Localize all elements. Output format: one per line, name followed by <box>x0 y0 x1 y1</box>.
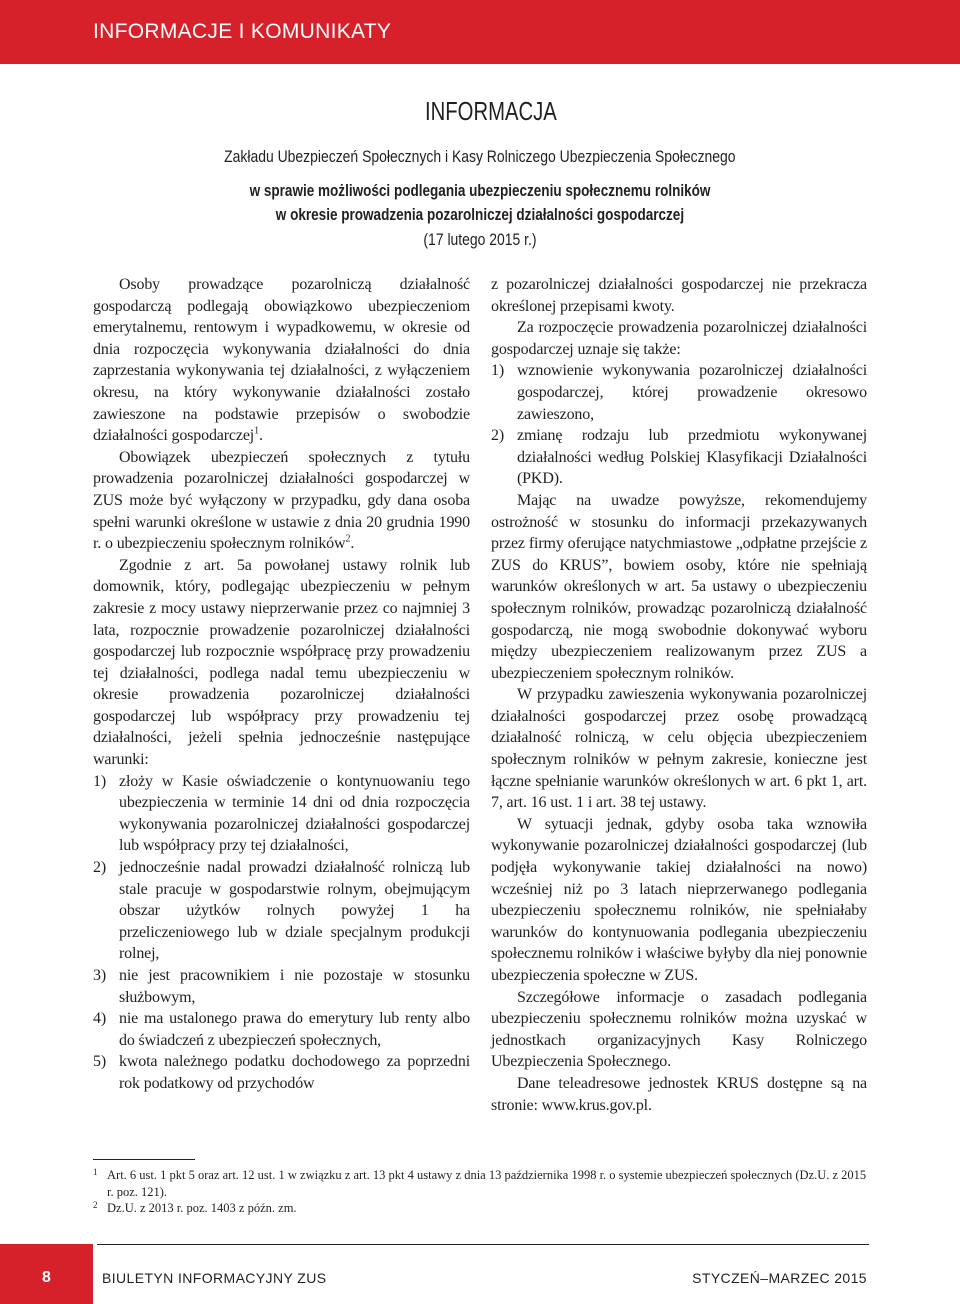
footnote-ref: 1 <box>254 425 259 437</box>
left-column <box>93 274 470 1095</box>
list-item: 4) nie ma ustalonego prawa do emerytury lub renty albo do świadczeń z ubezpieczeń społecznych, <box>93 1010 470 1049</box>
list-item: 1) złoży w Kasie oświadczenie o kontynuowaniu tego ubezpieczenia w terminie 14 dni od dnia rozpoczęcia wykonywania pozarolniczej działalności gospodarczej lub współpracy przy tej działalności, <box>93 772 470 855</box>
paragraph: Szczegółowe informacje o zasadach podlegania ubezpieczeniu społecznemu rolników można uzyskać w jednostkach organizacyjnych Kasy Rolniczego Ubezpieczenia Społecznego. <box>491 988 867 1071</box>
paragraph: Za rozpoczęcie prowadzenia pozarolniczej działalności gospodarczej uznaje się także: <box>491 319 867 358</box>
footer-divider <box>97 1244 869 1245</box>
paragraph: Osoby prowadzące pozarolniczą działalność gospodarczą podlegają obowiązkowo ubezpieczeniom emerytalnemu, rentowym i wypadkowemu, w okresie od dnia rozpoczęcia wykonywania działalności do dnia zaprzestania wykonywania tej działalności, z wyłączeniem okresu, na który wykonywanie działalności zostało zawieszone na podstawie przepisów o swobodzie działalności gospodarczej$^1$. <box>93 276 470 445</box>
footnote: 1 Art. 6 ust. 1 pkt 5 oraz art. 12 ust. 1 w związku z art. 13 pkt 4 ustawy z dnia 13 października 1998 r. o systemie ubezpieczeń społecznych (Dz.U. z 2015 r. poz. 121). <box>93 1167 867 1199</box>
start-conditions-list <box>491 360 867 490</box>
list-item: 3) nie jest pracownikiem i nie pozostaje w stosunku służbowym, <box>93 967 470 1006</box>
document-date: (17 lutego 2015 r.) <box>423 230 537 249</box>
list-item: 2) zmianę rodzaju lub przedmiotu wykonywanej działalności według Polskiej Klasyfikacji Działalności (PKD). <box>491 427 867 488</box>
paragraph: Obowiązek ubezpieczeń społecznych z tytułu prowadzenia pozarolniczej działalności gospodarczej w ZUS może być wyłączony w przypadku, gdy dana osoba spełni warunki określone w ustawie z dnia 20 grudnia 1990 r. o ubezpieczeniu społecznym rolników$^2$. <box>93 448 470 553</box>
paragraph: Zgodnie z art. 5a powołanej ustawy rolnik lub domownik, który, podlegając ubezpieczeniu w pełnym zakresie z mocy ustawy nieprzerwanie przez co najmniej 3 lata, rozpocznie prowadzenie pozarolniczej działalności gospodarczej lub rozpocznie współpracę przy prowadzeniu tej działalności, podlega nadal temu ubezpieczeniu w okresie prowadzenia pozarolniczej działalności gospodarczej lub współpracy przy prowadzeniu tej działalności, jeżeli spełnia jednocześnie następujące warunki: <box>93 556 470 769</box>
right-column <box>491 274 867 1116</box>
document-subtitle-subject-2: w okresie prowadzenia pozarolniczej działalności gospodarczej <box>275 206 685 224</box>
publication-name: BIULETYN INFORMACYJNY ZUS <box>102 1270 327 1286</box>
paragraph: Mając na uwadze powyższe, rekomendujemy ostrożność w stosunku do informacji przekazywanych przez firmy oferujące natychmiastowe „odpłatne przejście z ZUS do KRUS”, bowiem osoby, które nie spełniają warunków określonych w art. 5a ustawy o ubezpieczeniu społecznym rolników, prowadząc pozarolniczą działalność gospodarczą, nie mogą swobodnie dokonywać wyboru między ubezpieczeniem realizowanym przez ZUS a ubezpieczeniem społecznym rolników. <box>491 491 867 682</box>
list-item: 5) kwota należnego podatku dochodowego za poprzedni rok podatkowy od przychodów <box>93 1053 470 1092</box>
paragraph: W sytuacji jednak, gdyby osoba taka wznowiła wykonywanie pozarolniczej działalności gospodarczej (lub podjęła wykonywanie takiej działalności na nowo) wcześniej niż po 3 latach nieprzerwanego podlegania ubezpieczeniu społecznemu rolników, nie spełniałaby warunków do kontynuowania podlegania ubezpieczeniu społecznemu rolników i właściwe byłyby dla niej ponownie ubezpieczenia społeczne w ZUS. <box>491 815 867 984</box>
section-title: INFORMACJE I KOMUNIKATY <box>93 20 392 43</box>
footnotes <box>93 1167 873 1217</box>
document-subtitle-subject-1: w sprawie możliwości podlegania ubezpieczeniu społecznemu rolników <box>249 182 711 200</box>
paragraph: z pozarolniczej działalności gospodarczej nie przekracza określonej przepisami kwoty. <box>491 276 867 315</box>
paragraph: Dane teleadresowe jednostek KRUS dostępne są na stronie: www.krus.gov.pl. <box>491 1074 867 1114</box>
conditions-list <box>93 771 470 1095</box>
footnote: 2 Dz.U. z 2013 r. poz. 1403 z późn. zm. <box>93 1200 297 1215</box>
page-number: 8 <box>42 1269 51 1286</box>
list-item: 2) jednocześnie nadal prowadzi działalność rolniczą lub stale pracuje w gospodarstwie rolnym, obejmującym obszar użytków rolnych powyżej 1 ha przeliczeniowego lub w dziale specjalnym produkcji rolnej, <box>93 859 470 963</box>
issue-date: STYCZEŃ–MARZEC 2015 <box>692 1270 867 1286</box>
list-item: 1) wznowienie wykonywania pozarolniczej działalności gospodarczej, której prowadzenie okresowo zawieszono, <box>491 362 867 423</box>
paragraph: W przypadku zawieszenia wykonywania pozarolniczej działalności gospodarczej przez osobę prowadzącą działalność rolniczą, w celu objęcia ubezpieczeniem społecznym rolników w pełnym zakresie, konieczne jest łączne spełnianie warunków określonych w art. 6 pkt 1, art. 7, art. 16 ust. 1 i art. 38 tej ustawy. <box>491 686 867 812</box>
document-subtitle-issuers: Zakładu Ubezpieczeń Społecznych i Kasy Rolniczego Ubezpieczenia Społecznego <box>224 147 736 166</box>
footnote-ref: 2 <box>345 533 351 545</box>
footnote-divider <box>93 1159 195 1160</box>
document-title: INFORMACJA <box>425 96 557 126</box>
